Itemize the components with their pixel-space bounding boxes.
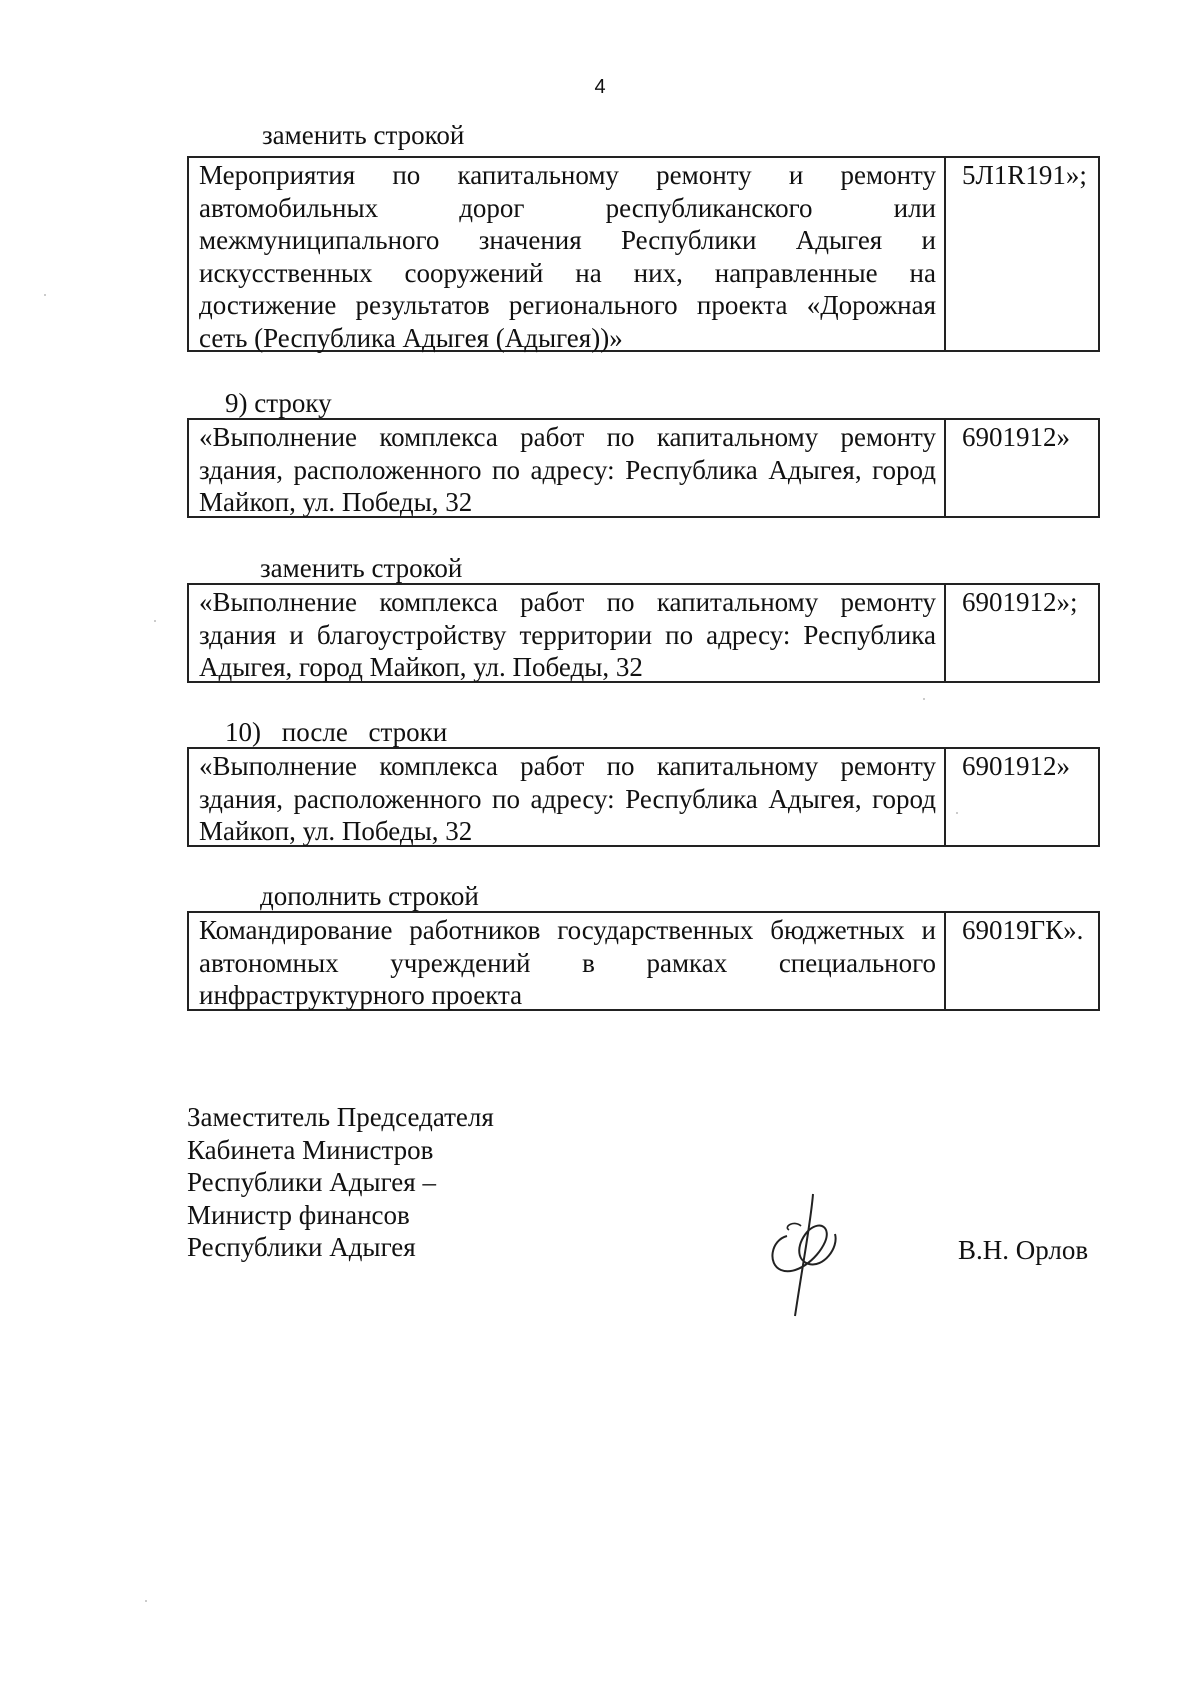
row-code: 6901912»; — [962, 587, 1078, 617]
row-code: 69019ГК». — [962, 915, 1084, 945]
signatory-title-line: Министр финансов — [187, 1199, 410, 1230]
signatory-title-line: Республики Адыгея — [187, 1232, 416, 1262]
row-description: «Выполнение комплекса работ по капитальному ремонту здания, расположенного по адресу: Республика Адыгея, город Майкоп, ул. Победы, 32 — [189, 420, 946, 516]
signatory-title — [187, 1101, 494, 1264]
table-row — [187, 418, 1100, 518]
instruction-replace-1: заменить строкой — [262, 120, 465, 150]
table-row — [187, 747, 1100, 847]
row-description: «Выполнение комплекса работ по капитальному ремонту здания и благоустройству территории по адресу: Республика Адыгея, город Майкоп, ул. Победы, 32 — [189, 585, 946, 681]
row-description: Мероприятия по капитальному ремонту и ремонту автомобильных дорог республиканского или межмуниципального значения Республики Адыгея и искусственных сооружений на них, направленные на достижение результатов регионального проекта «Дорожная сеть (Республика Адыгея (Адыгея))» — [189, 158, 946, 350]
instruction-replace-2: заменить строкой — [260, 553, 463, 583]
signatory-name: В.Н. Орлов — [958, 1235, 1089, 1265]
scan-speck — [923, 698, 925, 700]
row-code: 5Л1R191»; — [962, 160, 1087, 190]
instruction-item-9: 9) строку — [225, 388, 332, 418]
handwritten-signature — [765, 1190, 845, 1320]
scan-speck — [44, 294, 46, 296]
row-description: «Выполнение комплекса работ по капитальному ремонту здания, расположенного по адресу: Республика Адыгея, город Майкоп, ул. Победы, 32 — [189, 749, 946, 845]
instruction-item-10: 10) после строки — [225, 717, 448, 747]
row-code: 6901912» — [962, 751, 1070, 781]
signatory-title-line: Республики Адыгея – — [187, 1167, 436, 1197]
scan-speck — [154, 620, 156, 622]
table-row — [187, 156, 1100, 352]
row-code: 6901912» — [962, 422, 1070, 452]
signatory-title-line: Кабинета Министров — [187, 1134, 434, 1165]
row-description: Командирование работников государственных бюджетных и автономных учреждений в рамках специального инфраструктурного проекта — [189, 913, 946, 1009]
instruction-append: дополнить строкой — [260, 881, 479, 911]
signatory-title-line: Заместитель Председателя — [187, 1102, 494, 1132]
page-number: 4 — [594, 76, 606, 98]
scan-speck — [956, 812, 958, 814]
table-row — [187, 583, 1100, 683]
table-row — [187, 911, 1100, 1011]
scan-speck — [145, 1600, 147, 1602]
